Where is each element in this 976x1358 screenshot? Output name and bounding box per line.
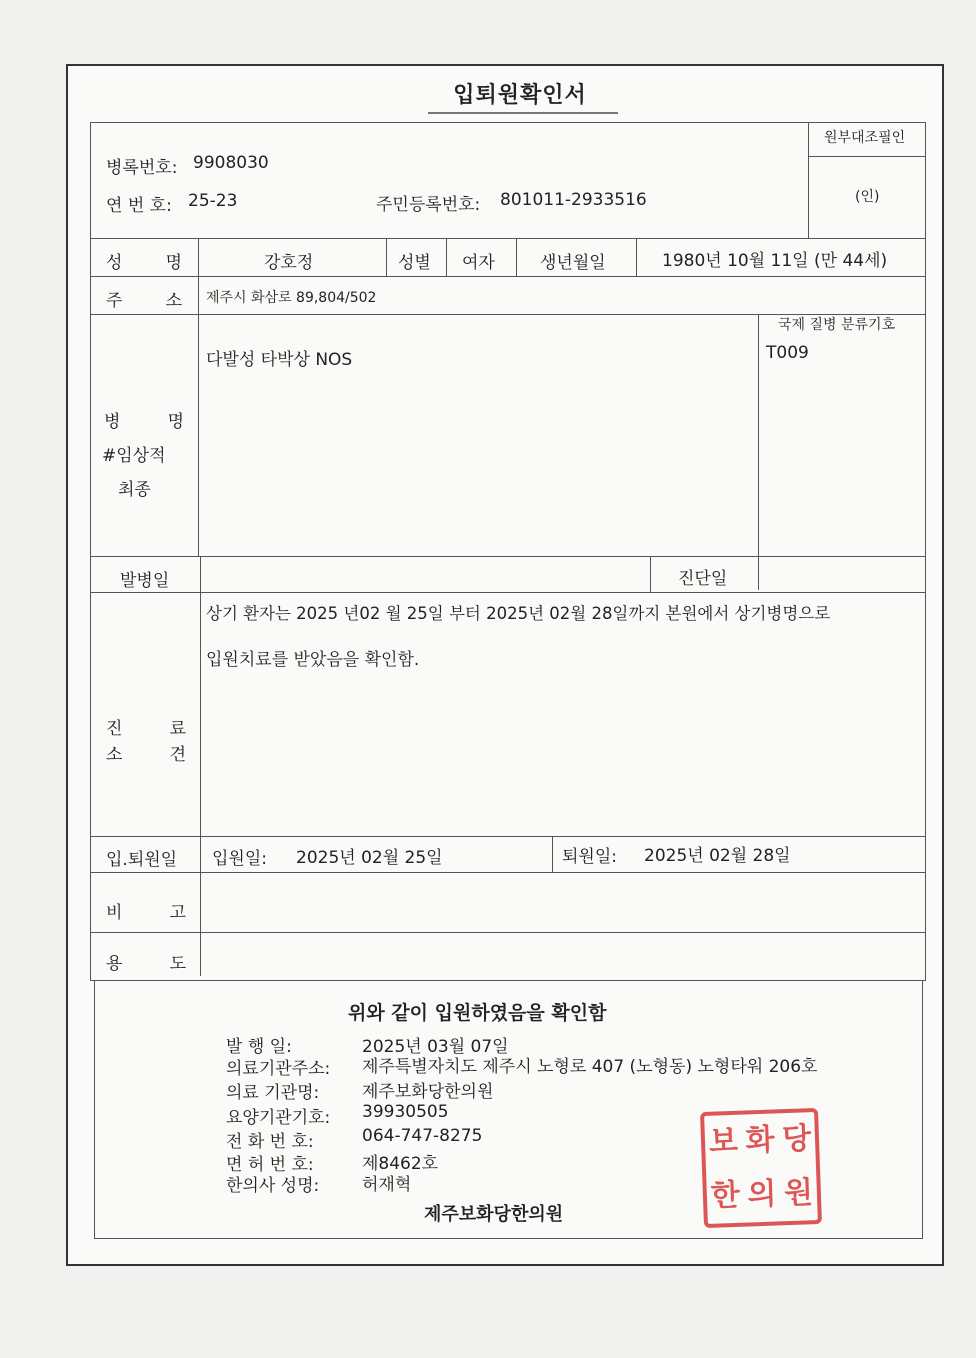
doctor-name: 허재혁: [362, 1175, 412, 1195]
signature-box-divider: [808, 156, 926, 157]
label-column-line: [198, 238, 199, 556]
institution-code-label: 요양기관기호:: [226, 1108, 331, 1128]
table-top-line: [90, 122, 926, 123]
serial-label: 연 번 호:: [106, 196, 172, 216]
issue-date-value: 2025년 03월 07일: [362, 1037, 509, 1057]
purpose-label: 용 도: [106, 954, 186, 974]
row-line: [90, 592, 926, 593]
disease-final-label: 최종: [118, 480, 151, 500]
confirmation-statement: 위와 같이 입원하였음을 확인함: [348, 1002, 607, 1024]
col-line: [552, 836, 553, 872]
table-bottom-line: [90, 980, 926, 981]
row-line: [90, 836, 926, 837]
icd-code-value: T009: [766, 343, 809, 363]
issue-date-label: 발 행 일:: [226, 1037, 292, 1057]
clinic-address-label: 의료기관주소:: [226, 1059, 331, 1079]
diagnosis-date-label: 진단일: [678, 569, 728, 589]
resident-number-value: 801011-2933516: [500, 190, 647, 210]
discharge-label: 퇴원일:: [562, 847, 617, 867]
row-line: [90, 276, 926, 277]
admit-value: 2025년 02월 25일: [296, 848, 443, 868]
phone-label: 전 화 번 호:: [226, 1132, 314, 1152]
birth-label: 생년월일: [540, 253, 606, 273]
clinic-seal-stamp: [700, 1108, 822, 1228]
patient-name: 강호정: [264, 253, 314, 273]
registration-label: 병록번호:: [106, 158, 178, 178]
sex-label: 성별: [398, 253, 431, 273]
signature-label: 원부대조필인: [824, 130, 906, 146]
sex-value: 여자: [462, 253, 495, 273]
col-line: [446, 238, 447, 276]
doctor-label: 한의사 성명:: [226, 1176, 320, 1196]
seal-label: (인): [855, 189, 880, 205]
col-line: [386, 238, 387, 276]
table-right-line: [925, 122, 926, 980]
institution-value: 제주보화당한의원: [362, 1082, 494, 1102]
col-line: [650, 556, 651, 592]
seal-char: 화: [744, 1122, 776, 1159]
footer-right-line: [922, 980, 923, 1238]
seal-char: 보: [708, 1123, 739, 1160]
label-column-line-lower: [200, 556, 201, 976]
footer-bottom-line: [94, 1238, 923, 1239]
row-line: [90, 238, 926, 239]
icd-code-label: 국제 질병 분류기호: [778, 317, 896, 333]
col-line: [636, 238, 637, 276]
license-label: 면 허 번 호:: [226, 1155, 314, 1175]
footer-left-line: [94, 980, 95, 1238]
disease-label: 병 명: [104, 412, 184, 432]
serial-value: 25-23: [188, 191, 238, 211]
birth-value: 1980년 10월 11일 (만 44세): [662, 251, 888, 271]
clinic-signature: 제주보화당한의원: [424, 1204, 564, 1225]
institution-label: 의료 기관명:: [226, 1083, 320, 1103]
address-label: 주 소: [106, 291, 182, 311]
discharge-value: 2025년 02월 28일: [644, 846, 791, 866]
registration-value: 9908030: [193, 153, 269, 173]
disease-name: 다발성 타박상 NOS: [206, 350, 353, 370]
row-line: [90, 932, 926, 933]
license-value: 제8462호: [362, 1154, 439, 1174]
findings-line-1: 상기 환자는 2025 년02 월 25일 부터 2025년 02월 28일까지 본원에서 상기병명으로: [206, 604, 831, 623]
clinic-address-value: 제주특별자치도 제주시 노형로 407 (노형동) 노형타워 206호: [362, 1057, 818, 1077]
code-column-line: [758, 314, 759, 590]
findings-label-2: 소 견: [106, 745, 186, 765]
col-line: [516, 238, 517, 276]
row-line: [90, 556, 926, 557]
document-title: 입퇴원확인서: [453, 83, 587, 108]
findings-line-2: 입원치료를 받았음을 확인함.: [206, 650, 420, 670]
name-label: 성 명: [106, 253, 182, 273]
address-value: 제주시 화삼로 89,804/502: [206, 290, 377, 306]
signature-box-left: [808, 122, 809, 238]
admission-label: 입.퇴원일: [106, 850, 178, 870]
onset-label: 발병일: [120, 571, 170, 591]
seal-char: 의: [746, 1176, 778, 1213]
seal-char: 원: [783, 1175, 814, 1212]
title-underline: [428, 112, 618, 114]
seal-char: 한: [710, 1177, 741, 1214]
phone-value: 064-747-8275: [362, 1126, 483, 1146]
row-line: [90, 872, 926, 873]
seal-char: 당: [781, 1121, 812, 1158]
admit-label: 입원일:: [212, 849, 267, 869]
table-left-line: [90, 122, 91, 980]
resident-number-label: 주민등록번호:: [376, 195, 481, 215]
findings-label-1: 진 료: [106, 719, 186, 739]
institution-code-value: 39930505: [362, 1102, 449, 1122]
disease-clinical-label: #임상적: [102, 446, 166, 466]
remarks-label: 비 고: [106, 903, 186, 923]
